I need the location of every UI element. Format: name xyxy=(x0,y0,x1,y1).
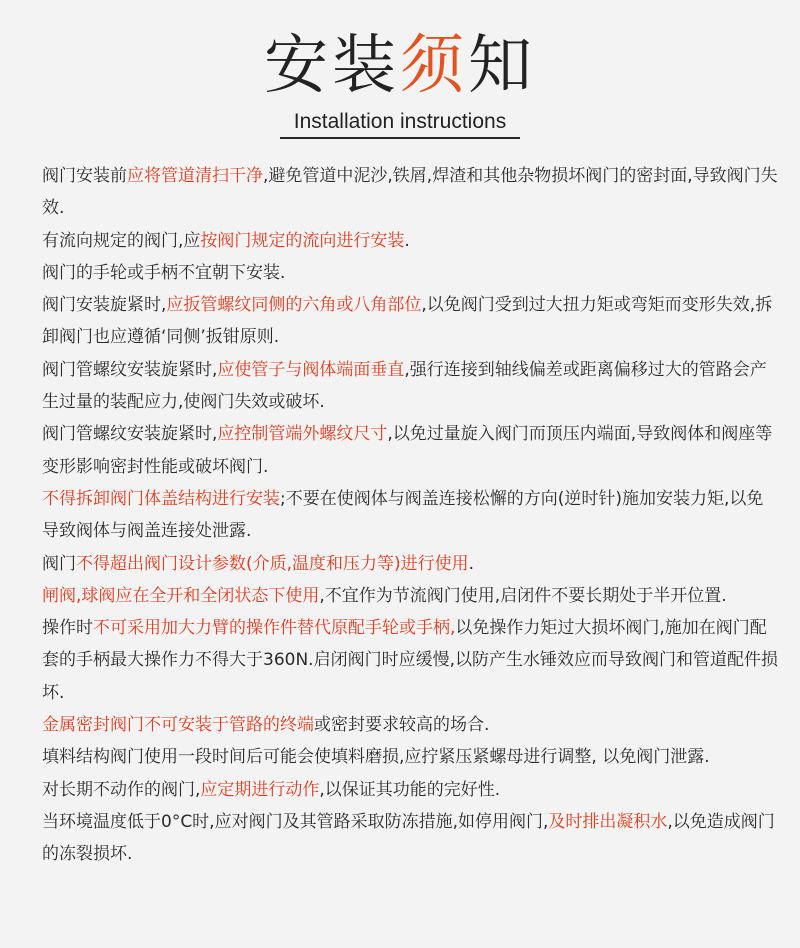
page-title xyxy=(0,30,800,102)
body-text: 阀门管螺纹安装旋紧时, xyxy=(42,359,218,380)
instruction-paragraph xyxy=(42,483,778,548)
body-text: 阀门安装旋紧时, xyxy=(42,295,167,316)
instruction-paragraph xyxy=(42,354,778,419)
body-text: ,不宜作为节流阀门使用,启闭件不要长期处于半开位置. xyxy=(319,585,727,606)
title-part-3: 知 xyxy=(468,29,536,103)
body-text: ,以免造成阀门的冻裂损坏. xyxy=(42,811,775,865)
instruction-paragraph xyxy=(42,741,778,773)
header xyxy=(0,0,800,150)
highlighted-text: 不得拆卸阀门体盖结构进行安装 xyxy=(42,488,280,509)
highlighted-text: 应控制管端外螺纹尺寸 xyxy=(217,424,388,445)
instruction-paragraph xyxy=(42,548,778,580)
instruction-paragraph xyxy=(42,580,778,612)
body-text: 或密封要求较高的场合. xyxy=(314,715,490,736)
highlighted-text: 金属密封阀门不可安装于管路的终端 xyxy=(42,715,314,736)
highlighted-text: 应使管子与阀体端面垂直 xyxy=(217,359,405,380)
body-text: ,以免过量旋入阀门而顶压内端面,导致阀体和阀座等变形影响密封性能或破坏阀门. xyxy=(42,424,773,477)
instruction-paragraph xyxy=(42,774,778,806)
highlighted-text: 及时排出凝积水 xyxy=(548,811,668,832)
highlighted-text: 不得超出阀门设计参数(介质,温度和压力等)进行使用 xyxy=(76,553,469,574)
body-text: 有流向规定的阀门,应 xyxy=(42,230,201,251)
highlighted-text: 应定期进行动作 xyxy=(200,779,320,800)
body-text: 阀门安装前 xyxy=(42,166,127,186)
instruction-paragraph xyxy=(42,225,778,257)
body-text: 对长期不动作的阀门, xyxy=(42,779,201,800)
instruction-paragraph xyxy=(42,709,778,741)
body-text: . xyxy=(404,230,410,251)
instruction-paragraph xyxy=(42,612,778,709)
body-text: ,避免管道中泥沙,铁屑,焊渣和其他杂物损坏阀门的密封面,导致阀门失效. xyxy=(42,166,778,219)
highlighted-text: 按阀门规定的流向进行安装 xyxy=(200,230,405,251)
body-text: 填料结构阀门使用一段时间后可能会使填料磨损,应拧紧压紧螺母进行调整, 以免阀门泄露. xyxy=(42,747,710,768)
body-text: 阀门的手轮或手柄不宜朝下安装. xyxy=(42,262,286,283)
instruction-paragraph xyxy=(42,806,778,871)
title-part-1: 安装 xyxy=(264,29,400,103)
body-text: 阀门管螺纹安装旋紧时, xyxy=(42,424,218,445)
body-text: ;不要在使阀体与阀盖连接松懈的方向(逆时针)施加安装力矩,以免导致阀体与阀盖连接处泄露. xyxy=(42,488,764,542)
highlighted-text: 应将管道清扫干净 xyxy=(127,166,263,186)
body-text: ,以保证其功能的完好性. xyxy=(319,779,501,800)
body-text: ,强行连接到轴线偏差或距离偏移过大的管路会产生过量的装配应力,使阀门失效或破坏. xyxy=(42,359,767,413)
body-text: 当环境温度低于0°C时,应对阀门及其管路采取防冻措施,如停用阀门, xyxy=(42,811,549,832)
page-subtitle: Installation instructions xyxy=(293,110,507,133)
highlighted-text: 不可采用加大力臂的操作件替代原配手轮或手柄, xyxy=(93,618,456,639)
highlighted-text: 应扳管螺纹同侧的六角或八角部位 xyxy=(166,295,422,316)
body-text: 操作时 xyxy=(42,618,93,639)
title-underline xyxy=(280,137,520,139)
body-text: . xyxy=(468,553,475,574)
instructions-body xyxy=(42,160,778,871)
instruction-paragraph xyxy=(42,289,778,354)
body-text: ,以免阀门受到过大扭力矩或弯矩而变形失效,拆卸阀门也应遵循‘同侧’扳钳原则. xyxy=(42,295,773,348)
highlighted-text: 闸阀,球阀应在全开和全闭状态下使用 xyxy=(42,585,320,606)
instruction-paragraph xyxy=(42,160,778,225)
body-text: 阀门 xyxy=(42,553,76,574)
title-part-2-highlight: 须 xyxy=(400,29,468,103)
instruction-paragraph xyxy=(42,257,778,289)
instruction-paragraph xyxy=(42,418,778,483)
body-text: 以免操作力矩过大损坏阀门,施加在阀门配套的手柄最大操作力不得大于360N.启闭阀门时应缓慢,以防产生水锤效应而导致阀门和管道配件损坏. xyxy=(42,618,778,703)
